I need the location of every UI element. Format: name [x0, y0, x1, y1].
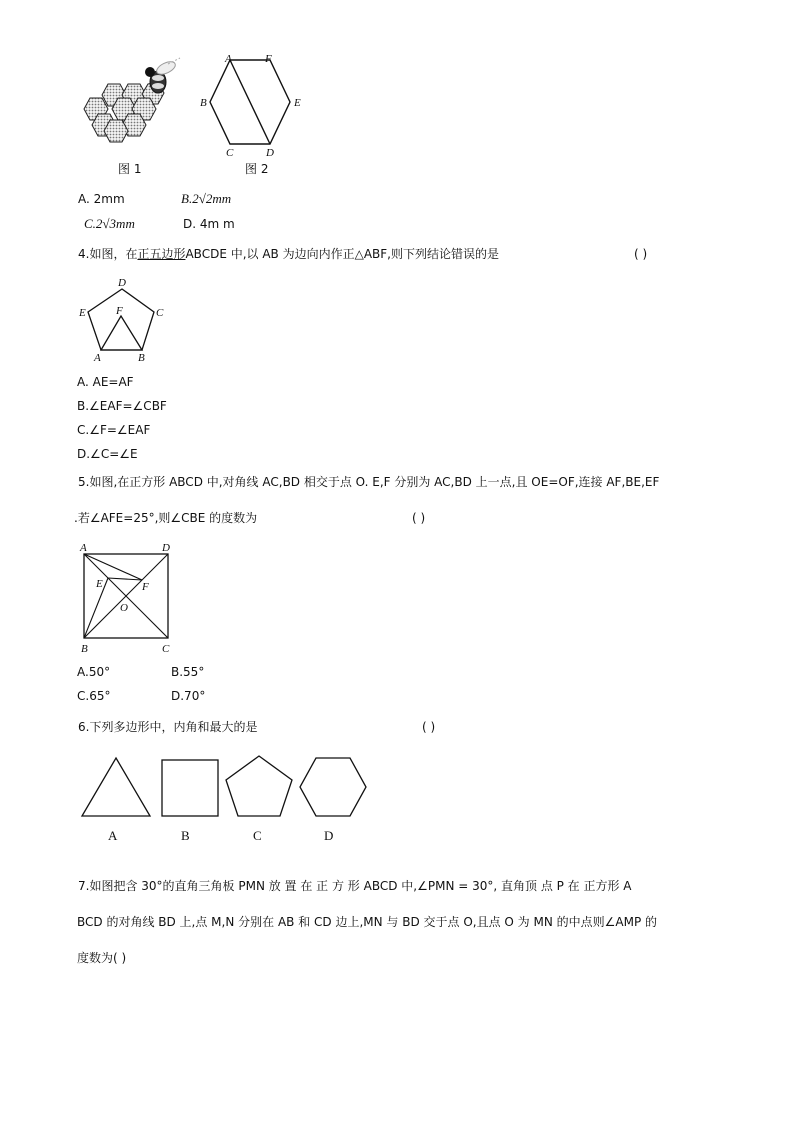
shape-label-a: A	[108, 828, 118, 843]
square-label-f: F	[142, 581, 149, 593]
q4-stem-prefix: 4.如图，在	[78, 247, 138, 261]
pentagon-label-b: B	[138, 352, 145, 364]
q3-option-b: B.2√2mm	[181, 191, 232, 206]
q6-stem: 6.下列多边形中，内角和最大的是	[78, 720, 258, 734]
q5-option-c: C.65°	[77, 689, 111, 703]
pentagon-shape	[226, 756, 292, 816]
q4-stem-suffix: ABCDE 中,以 AB 为边向内作正△ABF,则下列结论错误的是	[185, 247, 499, 261]
q4-stem	[78, 248, 499, 260]
hex-label-a: A	[225, 53, 232, 65]
pentagon-label-a: A	[94, 352, 101, 364]
polygons-figure	[78, 752, 378, 822]
square-figure	[76, 540, 176, 654]
q4-answer-paren: ( )	[634, 247, 648, 261]
hex-label-c: C	[226, 147, 234, 159]
square-label-d: D	[162, 542, 170, 554]
q3-option-c: C.2√3mm	[84, 216, 135, 231]
q5-option-d: D.70°	[171, 689, 206, 703]
q7-line1: 7.如图把含 30°的直角三角板 PMN 放 置 在 正 方 形 ABCD 中,∠PMN = 30°, 直角顶 点 P 在 正方形 A	[78, 879, 632, 893]
square-shape	[162, 760, 218, 816]
q5-stem-line1: 5.如图,在正方形 ABCD 中,对角线 AC,BD 相交于点 O. E,F 分别为 AC,BD 上一点,且 OE=OF,连接 AF,BE,EF	[78, 475, 660, 489]
pentagon-label-e: E	[79, 307, 86, 319]
q4-stem-underlined: 正五边形	[137, 247, 186, 261]
q6-answer-paren: ( )	[422, 720, 436, 734]
hexagon-figure-2	[198, 50, 308, 160]
square-label-c: C	[162, 643, 170, 655]
q7-line3: 度数为( )	[77, 951, 127, 965]
q7-line2: BCD 的对角线 BD 上,点 M,N 分别在 AB 和 CD 边上,MN 与 BD 交于点 O,且点 O 为 MN 的中点则∠AMP 的	[77, 915, 658, 929]
hex-label-e: E	[294, 97, 301, 109]
honeycomb-bee-figure	[76, 58, 186, 146]
pentagon-label-f: F	[116, 305, 123, 317]
pentagon-label-d: D	[118, 277, 126, 289]
q5-answer-paren: ( )	[412, 511, 426, 525]
q4-option-a: A. AE=AF	[77, 375, 134, 389]
hex-label-f: F	[265, 53, 272, 65]
figure-1-caption: 图 1	[118, 162, 142, 176]
q4-option-b: B.∠EAF=∠CBF	[77, 399, 167, 413]
pentagon-figure	[76, 276, 168, 364]
q5-stem-line2: .若∠AFE=25°,则∠CBE 的度数为	[74, 511, 258, 525]
q4-option-d: D.∠C=∠E	[77, 447, 138, 461]
square-label-e: E	[96, 578, 103, 590]
hexagon-shape	[300, 758, 366, 816]
hex-label-d: D	[266, 147, 274, 159]
q5-option-b: B.55°	[171, 665, 205, 679]
shape-label-c: C	[253, 828, 262, 843]
q3-option-d: D. 4m m	[183, 217, 235, 231]
figure-2-caption: 图 2	[245, 162, 269, 176]
triangle-shape	[82, 758, 150, 816]
hex-label-b: B	[200, 97, 207, 109]
q4-option-c: C.∠F=∠EAF	[77, 423, 151, 437]
q3-option-a: A. 2mm	[78, 192, 125, 206]
square-label-a: A	[80, 542, 87, 554]
pentagon-label-c: C	[156, 307, 164, 319]
square-label-o: O	[120, 602, 128, 614]
shape-label-b: B	[181, 828, 190, 843]
q5-option-a: A.50°	[77, 665, 111, 679]
square-label-b: B	[81, 643, 88, 655]
shape-label-d: D	[324, 828, 334, 843]
